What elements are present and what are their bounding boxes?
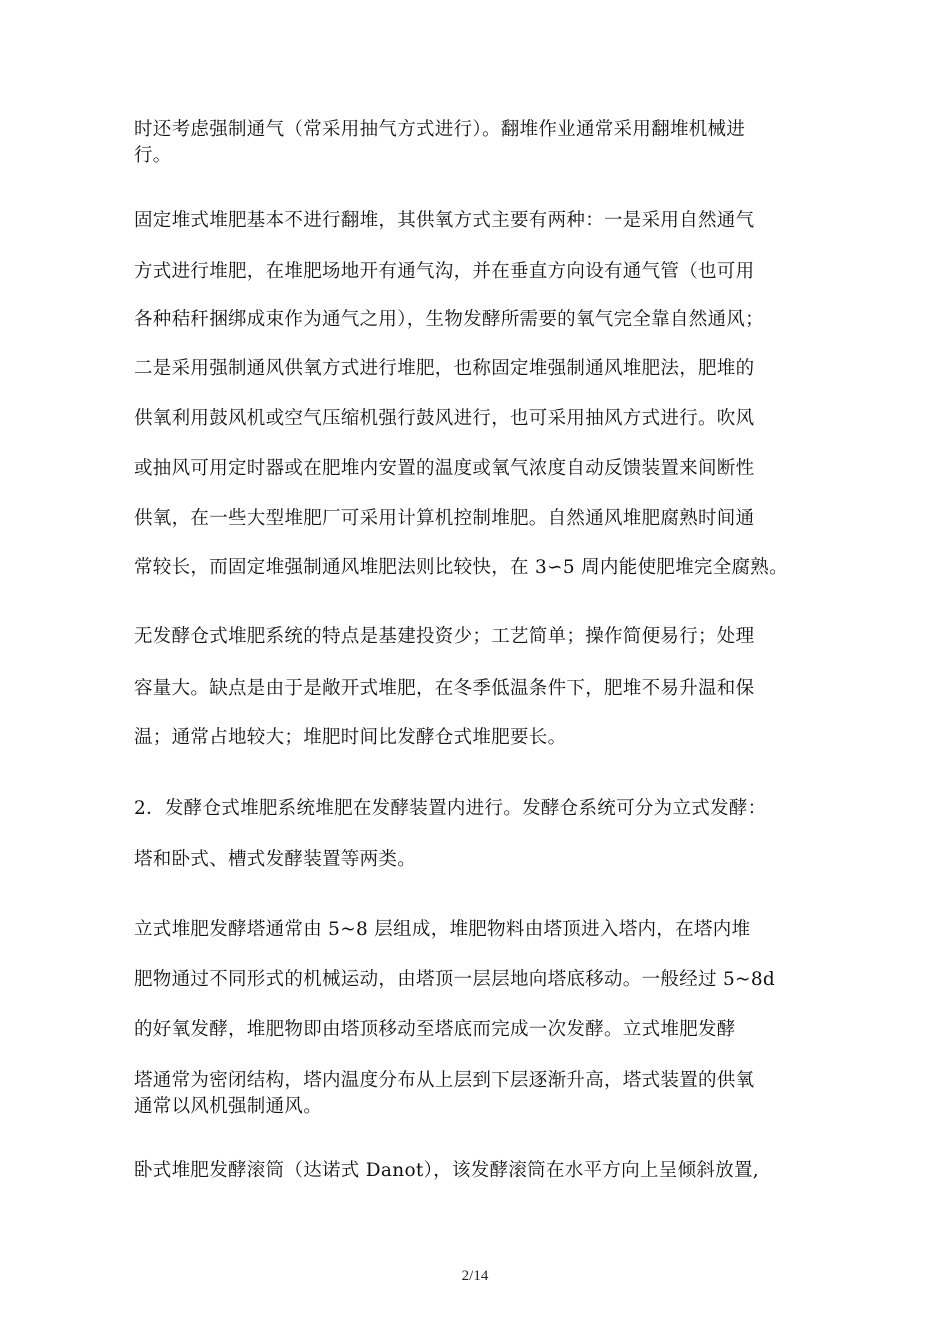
text-line: 容量大。缺点是由于是敞开式堆肥，在冬季低温条件下，肥堆不易升温和保 bbox=[134, 678, 755, 699]
text-line: 时还考虑强制通气（常采用抽气方式进行）。翻堆作业通常采用翻堆机械进 bbox=[134, 119, 746, 140]
text-line: 的好氧发酵，堆肥物即由塔顶移动至塔底而完成一次发酵。立式堆肥发酵 bbox=[134, 1019, 736, 1040]
text-line: 立式堆肥发酵塔通常由 5~8 层组成，堆肥物料由塔顶进入塔内，在塔内堆 bbox=[134, 919, 751, 940]
text-line: 行。 bbox=[134, 145, 172, 166]
text-line: 供氧利用鼓风机或空气压缩机强行鼓风进行，也可采用抽风方式进行。吹风 bbox=[134, 408, 755, 429]
text-line: 固定堆式堆肥基本不进行翻堆，其供氧方式主要有两种：一是采用自然通气 bbox=[134, 210, 755, 231]
text-line: 肥物通过不同形式的机械运动，由塔顶一层层地向塔底移动。一般经过 5~8d bbox=[134, 969, 776, 990]
text-line: 方式进行堆肥，在堆肥场地开有通气沟，并在垂直方向设有通气管（也可用 bbox=[134, 261, 755, 282]
text-line: 温；通常占地较大；堆肥时间比发酵仓式堆肥要长。 bbox=[134, 727, 567, 748]
text-line: 卧式堆肥发酵滚筒（达诺式 Danot），该发酵滚筒在水平方向上呈倾斜放置, bbox=[134, 1160, 759, 1181]
text-line: 无发酵仓式堆肥系统的特点是基建投资少；工艺简单；操作简便易行；处理 bbox=[134, 626, 755, 647]
text-line: 常较长，而固定堆强制通风堆肥法则比较快，在 3∽5 周内能使肥堆完全腐熟。 bbox=[134, 557, 788, 578]
text-line: 供氧，在一些大型堆肥厂可采用计算机控制堆肥。自然通风堆肥腐熟时间通 bbox=[134, 508, 755, 529]
text-line: 二是采用强制通风供氧方式进行堆肥，也称固定堆强制通风堆肥法，肥堆的 bbox=[134, 358, 755, 379]
text-line: 塔和卧式、槽式发酵装置等两类。 bbox=[134, 849, 417, 870]
text-line: 或抽风可用定时器或在肥堆内安置的温度或氧气浓度自动反馈装置来间断性 bbox=[134, 458, 755, 479]
text-line: 各种秸秆捆绑成束作为通气之用），生物发酵所需要的氧气完全靠自然通风； bbox=[134, 309, 764, 330]
text-line: 2．发酵仓式堆肥系统堆肥在发酵装置内进行。发酵仓系统可分为立式发酵： bbox=[134, 798, 767, 819]
text-line: 通常以风机强制通风。 bbox=[134, 1096, 323, 1117]
page-number: 2/14 bbox=[461, 1268, 489, 1284]
text-line: 塔通常为密闭结构，塔内温度分布从上层到下层逐渐升高，塔式装置的供氧 bbox=[134, 1070, 755, 1091]
